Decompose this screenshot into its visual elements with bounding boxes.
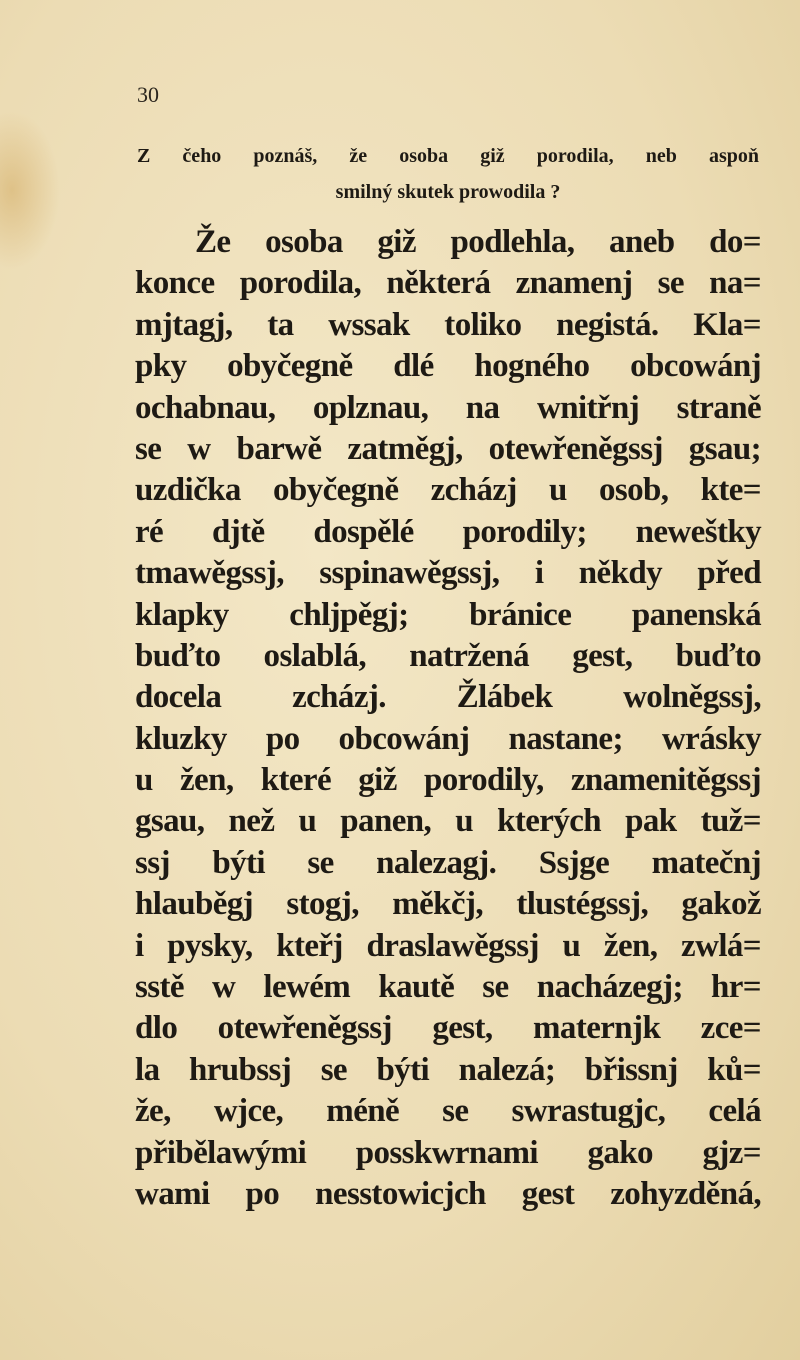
body-line: la hrubssj se býti nalezá; břissnj ků= bbox=[135, 1051, 761, 1088]
body-line: i pysky, kteřj draslawěgssj u žen, zwlá= bbox=[135, 927, 761, 964]
body-line: uzdička obyčegně zcházj u osob, kte= bbox=[135, 472, 761, 509]
question-heading bbox=[137, 138, 759, 210]
body-line: Že osoba giž podlehla, aneb do= bbox=[195, 224, 761, 260]
question-line-1: Z čeho poznáš, že osoba giž porodila, neb aspoň bbox=[137, 145, 759, 167]
body-line: dlo otewřeněgssj gest, maternjk zce= bbox=[135, 1010, 761, 1047]
body-line: pky obyčegně dlé hogného obcowánj bbox=[135, 348, 761, 385]
body-line: wami po nesstowicjch gest zohyzděná, bbox=[135, 1175, 761, 1212]
body-line: kluzky po obcowánj nastane; wrásky bbox=[135, 720, 761, 757]
body-line: že, wjce, méně se swrastugjc, celá bbox=[135, 1093, 761, 1130]
body-line: gsau, než u panen, u kterých pak tuž= bbox=[135, 803, 761, 840]
paper-stain bbox=[0, 110, 60, 270]
body-line: sstě w lewém kautě se nacházegj; hr= bbox=[135, 969, 761, 1006]
body-line: přibělawými posskwrnami gako gjz= bbox=[135, 1134, 761, 1171]
question-line-2: smilný skutek prowodila ? bbox=[335, 181, 561, 203]
body-line: klapky chljpěgj; bránice panenská bbox=[135, 596, 761, 633]
page-number: 30 bbox=[137, 82, 159, 107]
body-line: ochabnau, oplznau, na wnitřnj straně bbox=[135, 389, 761, 426]
body-line: se w barwě zatměgj, otewřeněgssj gsau; bbox=[135, 430, 761, 467]
body-line: docela zcházj. Žlábek wolněgssj, bbox=[135, 679, 761, 716]
body-line: ssj býti se nalezagj. Ssjge matečnj bbox=[135, 844, 761, 881]
body-line: konce porodila, některá znamenj se na= bbox=[135, 265, 761, 302]
body-text bbox=[135, 222, 761, 1215]
body-line: tmawěgssj, sspinawěgssj, i někdy před bbox=[135, 555, 761, 592]
body-line: hlauběgj stogj, měkčj, tlustégssj, gakož bbox=[135, 886, 761, 923]
body-line: u žen, které giž porodily, znamenitěgssj bbox=[135, 762, 761, 799]
body-line: buďto oslablá, natržená gest, buďto bbox=[135, 637, 761, 674]
body-line: ré djtě dospělé porodily; neweštky bbox=[135, 513, 761, 550]
body-line: mjtagj, ta wssak toliko negistá. Kla= bbox=[135, 306, 761, 343]
